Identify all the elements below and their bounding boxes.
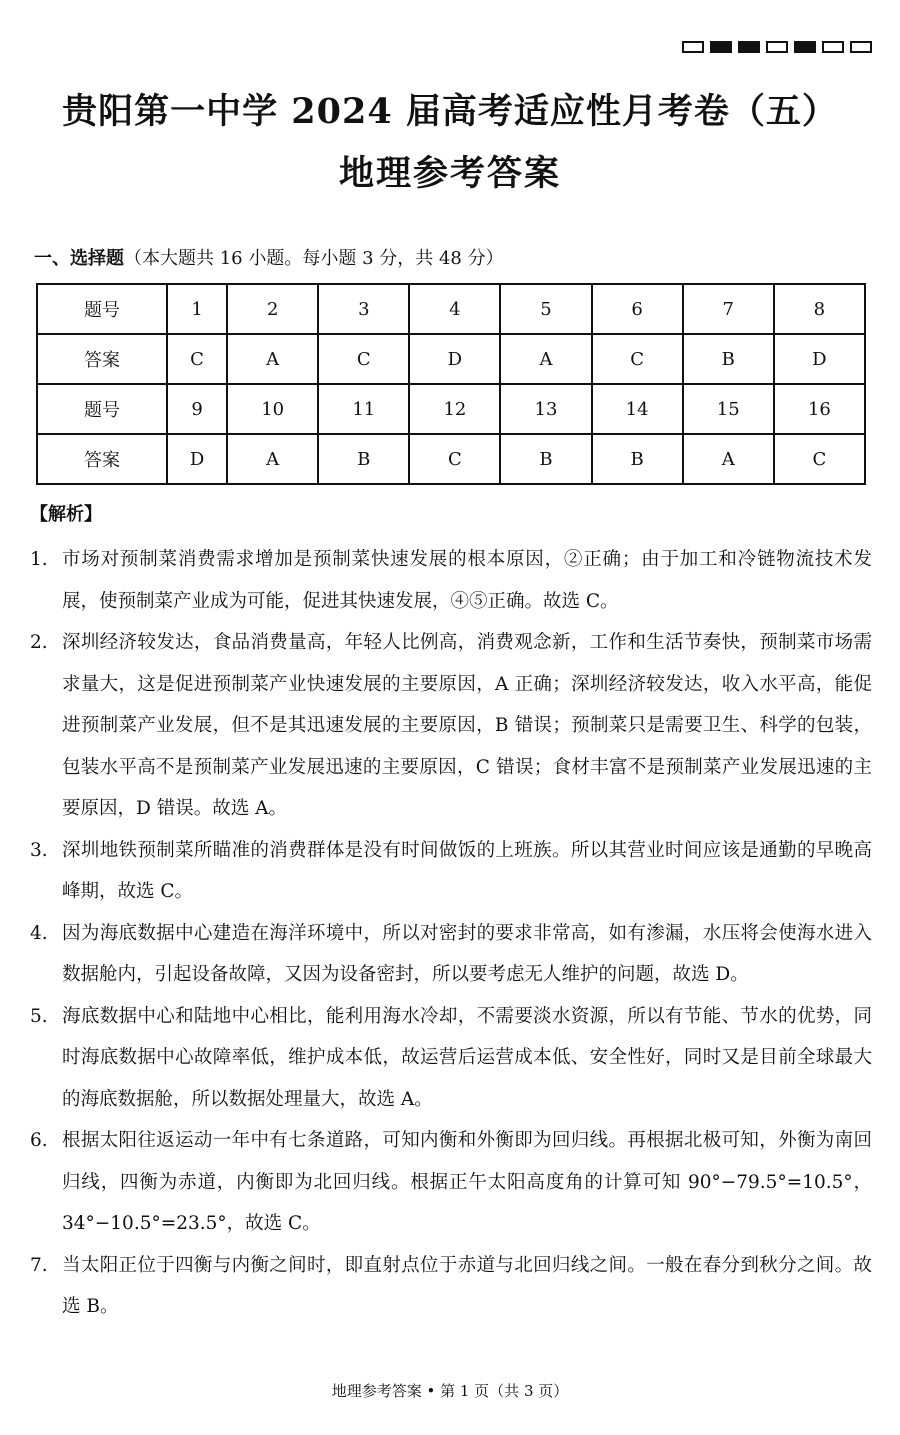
section-heading (34, 244, 504, 270)
code-mark-filled (710, 41, 732, 53)
table-cell: 8 (774, 284, 865, 334)
analysis-item (30, 996, 872, 1121)
table-cell: 11 (318, 384, 409, 434)
item-text: 当太阳正位于四衡与内衡之间时，即直射点位于赤道与北回归线之间。一般在春分到秋分之间。故选 B。 (62, 1254, 872, 1317)
row-label: 题号 (37, 284, 167, 334)
exam-title: 贵阳第一中学 2024 届高考适应性月考卷（五） (62, 91, 838, 132)
item-text: 海底数据中心和陆地中心相比，能利用海水冷却，不需要淡水资源，所以有节能、节水的优势，同时海底数据中心故障率低，维护成本低，故运营后运营成本低、安全性好，同时又是目前全球最大的海底数据舱，所以数据处理量大，故选 A。 (62, 1005, 872, 1110)
table-cell: 15 (683, 384, 774, 434)
item-text: 根据太阳往返运动一年中有七条道路，可知内衡和外衡即为回归线。再根据北极可知，外衡为南回归线，四衡为赤道，内衡即为北回归线。根据正午太阳高度角的计算可知 90°−79.5°=10.5°，34°−10.5°=23.5°，故选 C。 (62, 1130, 872, 1234)
row-label: 答案 (37, 334, 167, 384)
table-cell: D (409, 334, 500, 384)
analysis-item (30, 1245, 872, 1328)
table-cell: D (167, 434, 227, 484)
table-cell: 12 (409, 384, 500, 434)
table-cell: A (500, 334, 591, 384)
table-cell: 3 (318, 284, 409, 334)
item-number: 5. (30, 1005, 48, 1027)
table-row (37, 284, 865, 334)
table-cell: D (774, 334, 865, 384)
table-cell: C (774, 434, 865, 484)
table-cell: 4 (409, 284, 500, 334)
analysis-item (30, 622, 872, 830)
table-cell: 13 (500, 384, 591, 434)
answer-table (36, 283, 866, 485)
table-cell: 5 (500, 284, 591, 334)
section-note: （本大题共 16 小题。每小题 3 分，共 48 分） (124, 248, 504, 269)
table-cell: B (683, 334, 774, 384)
item-number: 7. (30, 1254, 48, 1276)
item-number: 1. (30, 549, 48, 570)
corner-code-marks (682, 41, 872, 53)
table-cell: 16 (774, 384, 865, 434)
table-row (37, 434, 865, 484)
analysis-item (30, 539, 872, 622)
code-mark-empty (766, 41, 788, 53)
code-mark-empty (682, 41, 704, 53)
table-cell: C (409, 434, 500, 484)
item-number: 6. (30, 1130, 48, 1151)
row-label: 答案 (37, 434, 167, 484)
item-text: 深圳地铁预制菜所瞄准的消费群体是没有时间做饭的上班族。所以其营业时间应该是通勤的早晚高峰期，故选 C。 (62, 839, 872, 902)
table-cell: B (500, 434, 591, 484)
table-cell: 1 (167, 284, 227, 334)
table-cell: C (318, 334, 409, 384)
row-label: 题号 (37, 384, 167, 434)
table-cell: B (592, 434, 683, 484)
table-cell: A (683, 434, 774, 484)
analysis-item (30, 830, 872, 913)
item-text: 深圳经济较发达，食品消费量高，年轻人比例高，消费观念新，工作和生活节奏快，预制菜市场需求量大，这是促进预制菜产业快速发展的主要原因，A 正确；深圳经济较发达，收入水平高，能促进预制菜产业发展，但不是其迅速发展的主要原因，B 错误；预制菜只是需要卫生、科学的包装，包装水平高不是预制菜产业发展迅速的主要原因，C 错误；食材丰富不是预制菜产业发展迅速的主要原因，D 错误。故选 A。 (62, 632, 872, 819)
exam-subtitle: 地理参考答案 (338, 153, 561, 194)
code-mark-empty (822, 41, 844, 53)
page-footer: 地理参考答案 • 第 1 页（共 3 页） (331, 1382, 569, 1400)
item-number: 3. (30, 839, 48, 861)
item-text: 因为海底数据中心建造在海洋环境中，所以对密封的要求非常高，如有渗漏，水压将会使海水进入数据舱内，引起设备故障，又因为设备密封，所以要考虑无人维护的问题，故选 D。 (62, 922, 872, 985)
table-cell: 14 (592, 384, 683, 434)
table-cell: C (167, 334, 227, 384)
table-cell: B (318, 434, 409, 484)
table-row (37, 384, 865, 434)
table-cell: 2 (227, 284, 318, 334)
table-cell: 6 (592, 284, 683, 334)
table-cell: A (227, 434, 318, 484)
code-mark-filled (738, 41, 760, 53)
code-mark-filled (794, 41, 816, 53)
table-cell: A (227, 334, 318, 384)
table-row (37, 334, 865, 384)
item-text: 市场对预制菜消费需求增加是预制菜快速发展的根本原因，②正确；由于加工和冷链物流技术发展，使预制菜产业成为可能，促进其快速发展，④⑤正确。故选 C。 (62, 549, 872, 612)
table-cell: C (592, 334, 683, 384)
section-title: 一、选择题 (34, 248, 124, 269)
item-number: 4. (30, 922, 48, 944)
analysis-item (30, 1120, 872, 1245)
item-number: 2. (30, 632, 48, 653)
analysis-item (30, 913, 872, 996)
code-mark-empty (850, 41, 872, 53)
table-cell: 7 (683, 284, 774, 334)
analysis-list (30, 539, 872, 1328)
analysis-heading: 【解析】 (30, 504, 102, 525)
table-cell: 9 (167, 384, 227, 434)
table-cell: 10 (227, 384, 318, 434)
